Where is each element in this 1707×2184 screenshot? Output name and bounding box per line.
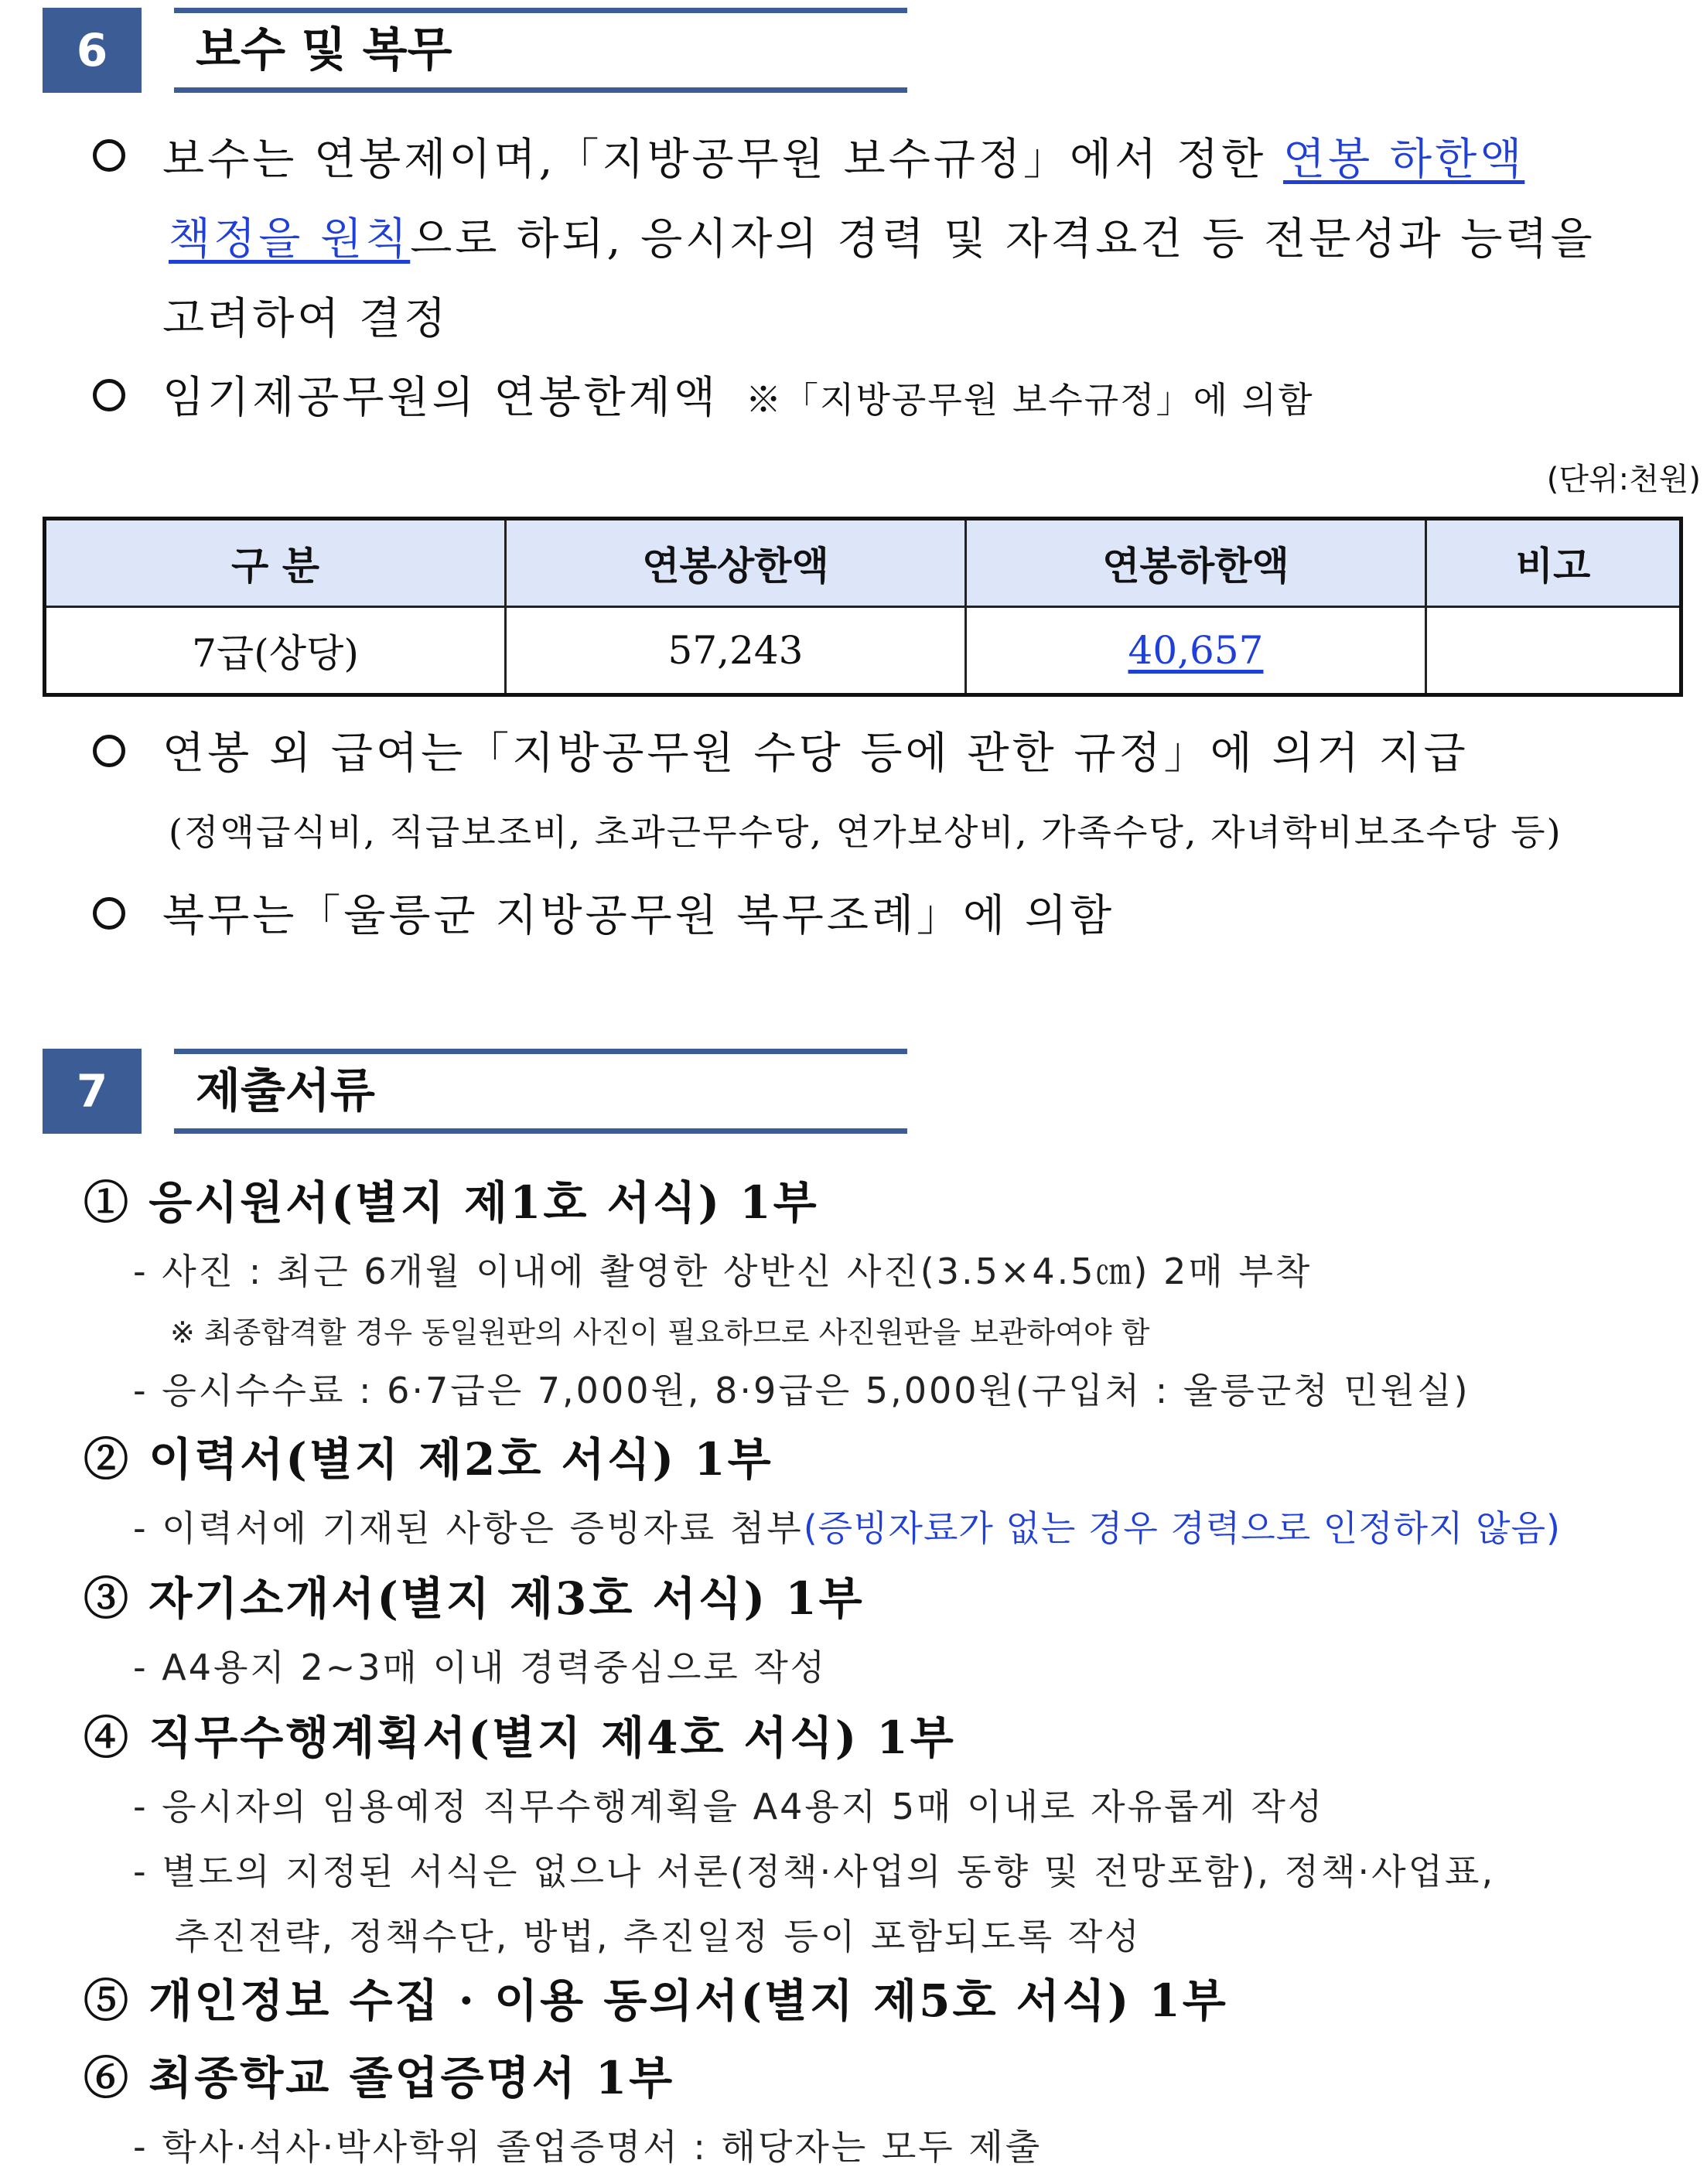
circle-bullet-icon — [93, 735, 125, 767]
sub-item: - 사진 : 최근 6개월 이내에 촬영한 상반신 사진(3.5×4.5㎝) 2매 부착 — [133, 1251, 1313, 1292]
list-item: ① 응시원서(별지 제1호 서식) 1부 — [84, 1176, 819, 1229]
highlighted-text: 40,657 — [1128, 628, 1264, 673]
note: ※ 최종합격할 경우 동일원판의 사진이 필요하므로 사진원판을 보관하여야 함 — [170, 1316, 1150, 1350]
text: 임기제공무원의 연봉한계액 — [162, 373, 719, 423]
sub-item — [133, 1500, 1561, 1551]
section-6-header — [43, 8, 870, 93]
paragraph-line: 고려하여 결정 — [162, 294, 449, 344]
table-header: 비고 — [1426, 519, 1681, 607]
circle-bullet-icon — [93, 379, 125, 411]
sub-item: - A4용지 2~3매 이내 경력중심으로 작성 — [133, 1647, 828, 1688]
list-item: ⑥ 최종학교 졸업증명서 1부 — [84, 2052, 675, 2104]
table-header-row — [45, 519, 1681, 607]
header-rule-top — [174, 1049, 907, 1054]
note: (정액급식비, 직급보조비, 초과근무수당, 연가보상비, 가족수당, 자녀학비보조수당 등) — [169, 811, 1562, 853]
list-item: ② 이력서(별지 제2호 서식) 1부 — [84, 1433, 773, 1486]
salary-table — [43, 517, 1683, 697]
highlighted-text: 책정을 원칙 — [169, 214, 411, 264]
note: ※「지방공무원 보수규정」에 의함 — [746, 379, 1314, 421]
paragraph-line — [162, 125, 1524, 187]
header-rule-bottom — [174, 1128, 907, 1134]
text: 보수는 연봉제이며,「지방공무원 보수규정」에서 정한 — [162, 135, 1284, 185]
list-item: ③ 자기소개서(별지 제3호 서식) 1부 — [84, 1572, 865, 1625]
section-7-header — [43, 1049, 870, 1134]
table-cell: 57,243 — [506, 607, 966, 695]
text: - 이력서에 기재된 사항은 증빙자료 첨부 — [133, 1507, 804, 1549]
sub-item: - 응시수수료 : 6·7급은 7,000원, 8·9급은 5,000원(구입처 : 울릉군청 민원실) — [133, 1370, 1470, 1411]
unit-label: (단위:천원) — [1546, 462, 1701, 497]
table-row — [45, 607, 1681, 695]
table-header: 연봉상한액 — [506, 519, 966, 607]
section-number: 6 — [43, 8, 142, 93]
section-title: 보수 및 복무 — [196, 23, 452, 77]
table-header: 연봉하한액 — [966, 519, 1426, 607]
circle-bullet-icon — [93, 139, 125, 172]
table-cell: 7급(상당) — [45, 607, 506, 695]
highlighted-text: 연봉 하한액 — [1283, 135, 1525, 185]
table-header: 구 분 — [45, 519, 506, 607]
list-item: ⑤ 개인정보 수집 · 이용 동의서(별지 제5호 서식) 1부 — [84, 1974, 1228, 2027]
list-item: ④ 직무수행계획서(별지 제4호 서식) 1부 — [84, 1711, 956, 1764]
paragraph-line — [169, 205, 1596, 267]
highlighted-text: (증빙자료가 없는 경우 경력으로 인정하지 않음) — [803, 1507, 1561, 1549]
table-cell — [1426, 607, 1681, 695]
sub-item: - 학사·석사·박사학위 졸업증명서 : 해당자는 모두 제출 — [133, 2126, 1043, 2168]
circle-bullet-icon — [93, 897, 125, 930]
text: 으로 하되, 응시자의 경력 및 자격요건 등 전문성과 능력을 — [410, 214, 1596, 264]
paragraph-line: 연봉 외 급여는「지방공무원 수당 등에 관한 규정」에 의거 지급 — [162, 729, 1469, 779]
section-title: 제출서류 — [196, 1064, 375, 1118]
table-cell — [966, 607, 1426, 695]
section-number: 7 — [43, 1049, 142, 1134]
header-rule-bottom — [174, 87, 907, 93]
header-rule-top — [174, 8, 907, 13]
sub-item: - 별도의 지정된 서식은 없으나 서론(정책·사업의 동향 및 전망포함), 정책·사업표, — [133, 1851, 1496, 1892]
paragraph-line — [162, 363, 1314, 425]
paragraph-line: 복무는「울릉군 지방공무원 복무조례」에 의함 — [162, 891, 1115, 941]
sub-item-continued: 추진전략, 정책수단, 방법, 추진일정 등이 포함되도록 작성 — [175, 1916, 1142, 1957]
sub-item: - 응시자의 임용예정 직무수행계획을 A4용지 5매 이내로 자유롭게 작성 — [133, 1786, 1325, 1827]
